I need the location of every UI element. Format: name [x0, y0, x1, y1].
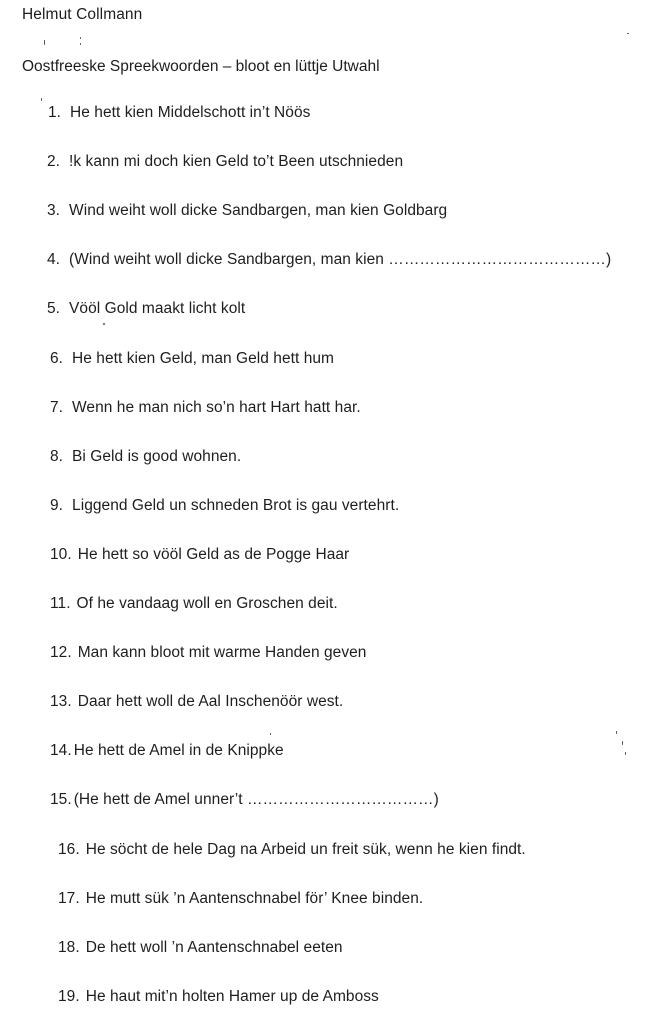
list-item — [47, 153, 403, 171]
list-item-number: 16. — [58, 840, 80, 858]
list-item-number: 10. — [50, 545, 72, 563]
list-item — [50, 742, 284, 760]
list-item — [50, 791, 439, 809]
list-item — [58, 939, 343, 957]
list-item-text: Daar hett woll de Aal Inschenöör west. — [77, 693, 344, 711]
list-item-number: 4. — [47, 251, 61, 269]
list-item-number: 2. — [47, 153, 61, 171]
list-item-number: 14. — [50, 742, 72, 760]
list-item — [58, 988, 379, 1006]
list-item-text: !k kann mi doch kien Geld to’t Been utschnieden — [69, 153, 404, 171]
list-item-number: 8. — [50, 447, 64, 465]
list-item-text: He mutt sük ’n Aantenschnabel för’ Knee binden. — [85, 889, 424, 907]
list-item-number: 1. — [48, 104, 62, 121]
list-item-text: Wenn he man nich so’n hart Hart hatt har. — [72, 398, 361, 416]
list-item-text: He hett kien Middelschott in’t Nöös — [70, 104, 311, 121]
list-item-text: Man kann bloot mit warme Handen geven — [77, 644, 367, 662]
list-item-number: 3. — [47, 202, 61, 220]
list-item-number: 17. — [58, 889, 80, 907]
list-item — [50, 448, 241, 466]
list-item-text: He hett so vööl Geld as de Pogge Haar — [77, 545, 350, 563]
list-item — [50, 350, 334, 368]
list-item — [50, 497, 399, 515]
list-item — [50, 693, 343, 711]
list-item-number: 7. — [50, 398, 64, 416]
list-item-text: He hett de Amel in de Knippke — [73, 742, 284, 760]
list-item — [50, 595, 338, 613]
list-item — [47, 300, 245, 318]
list-item — [58, 890, 423, 908]
list-item — [58, 841, 526, 859]
list-item-number: 18. — [58, 938, 80, 956]
list-item-text: Liggend Geld un schneden Brot is gau vertehrt. — [72, 496, 400, 514]
list-item-text: Bi Geld is good wohnen. — [72, 447, 242, 465]
list-item-number: 13. — [50, 693, 72, 711]
list-item — [50, 546, 349, 564]
list-item-text: He hett kien Geld, man Geld hett hum — [72, 349, 335, 367]
list-item-text: Of he vandaag woll en Groschen deit. — [76, 595, 338, 612]
list-item — [48, 104, 310, 122]
list-item-text: Vööl Gold maakt licht kolt — [69, 300, 246, 318]
list-item-text: (He hett de Amel unner’t ………………………………) — [73, 791, 439, 809]
author-name: Helmut Collmann — [22, 6, 143, 23]
list-item — [47, 251, 611, 269]
list-item-number: 19. — [58, 987, 80, 1005]
list-item-text: De hett woll ’n Aantenschnabel eeten — [85, 938, 343, 956]
list-item-text: He söcht de hele Dag na Arbeid un freit sük, wenn he kien findt. — [85, 840, 526, 858]
list-item — [47, 202, 447, 220]
list-item-number: 12. — [50, 644, 72, 662]
list-item-text: Wind weiht woll dicke Sandbargen, man kien Goldbarg — [69, 202, 448, 220]
list-item-number: 9. — [50, 496, 64, 514]
list-item-number: 6. — [50, 349, 64, 367]
list-item-text: (Wind weiht woll dicke Sandbargen, man kien ……………………………………) — [69, 251, 612, 269]
list-item — [50, 399, 361, 417]
list-item-number: 15. — [50, 791, 72, 809]
list-item-text: He haut mit’n holten Hamer up de Amboss — [85, 987, 379, 1005]
list-item — [50, 644, 366, 662]
list-item-number: 5. — [47, 300, 61, 318]
list-item-number: 11. — [50, 595, 71, 612]
document-title: Oostfreeske Spreekwoorden – bloot en lüttje Utwahl — [22, 58, 380, 75]
